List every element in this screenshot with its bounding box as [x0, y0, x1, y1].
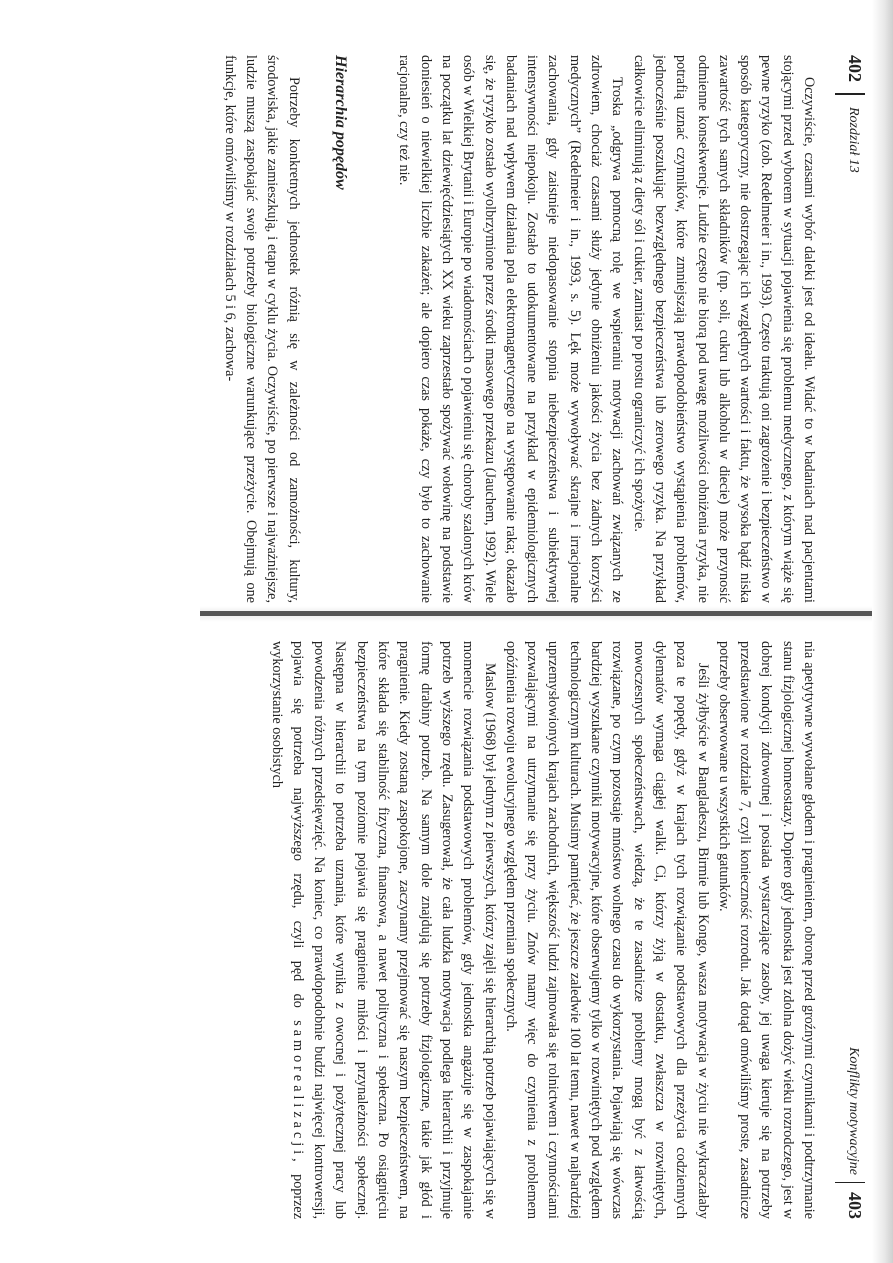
emphasized-term: samorealizacji [289, 1020, 306, 1159]
paragraph-text: Maslow (1968) był jednym z pierwszych, którzy zajęli się hierarchią potrzeb pojawiających się w momencie rozwiązania podstawowych problemów, gdy jednostka angażuje się w zaspokajanie potrzeb wyższego rzędu. Zasugerował, że cała ludzka motywacja podlega hierarchii i przyjmuje formę drabiny potrzeb. Na samym dole znajdują się potrzeby fizjologiczne, takie jak głód i pragnienie. Kiedy zostaną zaspokojone, zaczynamy przejmować się naszym bezpieczeństwem, na które składa się stabilność fizyczna, finansowa, a nawet polityczna i społeczna. Po osiągnięciu bezpieczeństwa na tym poziomie pojawia się pragnienie miłości i przynależności społecznej. Następna w hierarchii to potrzeba uznania, które wynika z owocnej i pożytecznej pracy lub powodzenia różnych przedsięwzięć. Na koniec, co prawdopodobnie budzi najwięcej kontrowersji, pojawia się potrzeba najwyższego rzędu, czyli pęd do [289, 641, 498, 1219]
left-page [221, 55, 865, 603]
left-page-body [219, 55, 819, 603]
running-head-right: Konflikty motywacyjne [846, 1047, 861, 1175]
running-head-left: Rozdział 13 [846, 107, 861, 173]
paragraph: Potrzeby konkretnych jednostek różnią się w zależności od zamożności, kultury, środowiska, jakie zamieszkują, i etapu w cyklu życia. Oczywiście, po pierwsze i najważniejsze, ludzie muszą zaspokajać swoje potrzeby biologiczne warunkujące przeżycie. Obejmują one funkcje, które omówiliśmy w rozdziałach 5 i 6, zachowa- [221, 55, 302, 603]
page-number-left: 402 [845, 55, 865, 82]
section-heading: Hierarchia popędów [332, 55, 350, 190]
paragraph-text: , poprzez wykorzystanie osobistych [268, 641, 306, 1219]
paragraph: Troska „odgrywa pomocną rolę we wspieraniu motywacji zachowań związanych ze zdrowiem, chociaż czasami służy jedynie obniżeniu jakości życia bez żadnych korzyści medycznych” (Redelmeier i in., 1993, s. 5). Lęk może wywoływać skrajne i irracjonalne zachowania, gdy zaistnieje niedopasowanie stopnia niebezpieczeństwa i subiektywnej intensywności niepokoju. Zostało to udokumentowane na przykład w epidemiologicznych badaniach nad wpływem działania pola elektromagnetycznego na występowanie raka; okazało się, że ryzyko zostało wyolbrzymione przez środki masowego przekazu (Jauchem, 1992). Wiele osób w Wielkiej Brytanii i Europie po wiadomościach o pojawieniu się choroby szalonych krów na początku lat dziewięćdziesiątych XX wieku zaprzestało spożywać wołowinę na podstawie doniesień o niewielkiej liczbie zakażeń; ale dopiero czas pokaże, czy było to zachowanie racjonalne, czy też nie. [396, 55, 626, 603]
paragraph: Oczywiście, czasami wybór daleki jest od ideału. Widać to w badaniach nad pacjentami stojącymi przed wyborem w sytuacji pojawienia się problemu medycznego, z którym wiąże się pewne ryzyko (zob. Redelmeier i in., 1993). Często traktują oni zagrożenie i bezpieczeństwo w sposób kategoryczny, nie dostrzegając ich względnych wartości i faktu, że wysoka bądź niska zawartość tych samych składników (np. soli, cukru lub alkoholu w diecie) może przynosić odmienne konsekwencje. Ludzie często nie biorą pod uwagę możliwości obniżenia ryzyka, nie potrafią uznać czynników, które zmniejszają prawdopodobieństwo wystąpienia problemów, jednocześnie poszukując bezwzględnego bezpieczeństwa lub zerowego ryzyka. Na przykład całkowicie eliminują z diety sól i cukier, zamiast po prostu ograniczyć ich spożycie. [630, 55, 817, 603]
paragraph: nia apetytywne wywołane głodem i pragnieniem, obronę przed groźnymi czynnikami i podtrzymanie stanu fizjologicznej homeostazy. Dopiero gdy jednostka jest zdolna dożyć wieku rozrodczego, jest w dobrej kondycji zdrowotnej i posiada wystarczające zasoby, jej uwaga kieruje się na potrzeby przedstawione w rozdziale 7, czyli konieczność rozrodu. Jak dotąd omówiliśmy proste, zasadnicze potrzeby obserwowane u wszystkich gatunków. [715, 641, 817, 1219]
header-rule-right [835, 1182, 865, 1184]
right-page-header [833, 641, 865, 1219]
paragraph [265, 641, 499, 1219]
page-number-right: 403 [845, 1192, 865, 1219]
page-edge [872, 0, 893, 1263]
right-page-body [265, 641, 819, 1219]
paragraph: Jeśli żyłbyście w Bangladeszu, Birmie lub Kongo, wasza motywacja w życiu nie wykraczałaby poza te popędy, gdyż w krajach tych rozwiązanie podstawowych dla przeżycia codziennych dylematów wymaga ciągłej walki. Ci, którzy żyją w dostatku, zwłaszcza w rozwiniętych, nowoczesnych społeczeństwach, wiedzą, że te zasadnicze problemy mogą być z łatwością rozwiązane, po czym pozostaje mnóstwo wolnego czasu do wykorzystania. Pojawiają się wówczas bardziej wyszukane czynniki motywacyjne, które obserwujemy tylko w rozwiniętych pod względem technologicznym kulturach. Musimy pamiętać, że jeszcze zaledwie 100 lat temu, nawet w najbardziej uprzemysłowionych krajach zachodnich, większość ludzi zajmowała się rolnictwem i czynnościami pozwalającymi na utrzymanie się przy życiu. Znów mamy więc do czynienia z problemem opóźnienia rozwoju ewolucyjnego względem przemian społecznych. [502, 641, 711, 1219]
gutter-line [200, 611, 893, 616]
header-rule-left [835, 93, 865, 95]
left-page-header [833, 55, 865, 603]
right-page [235, 641, 865, 1219]
